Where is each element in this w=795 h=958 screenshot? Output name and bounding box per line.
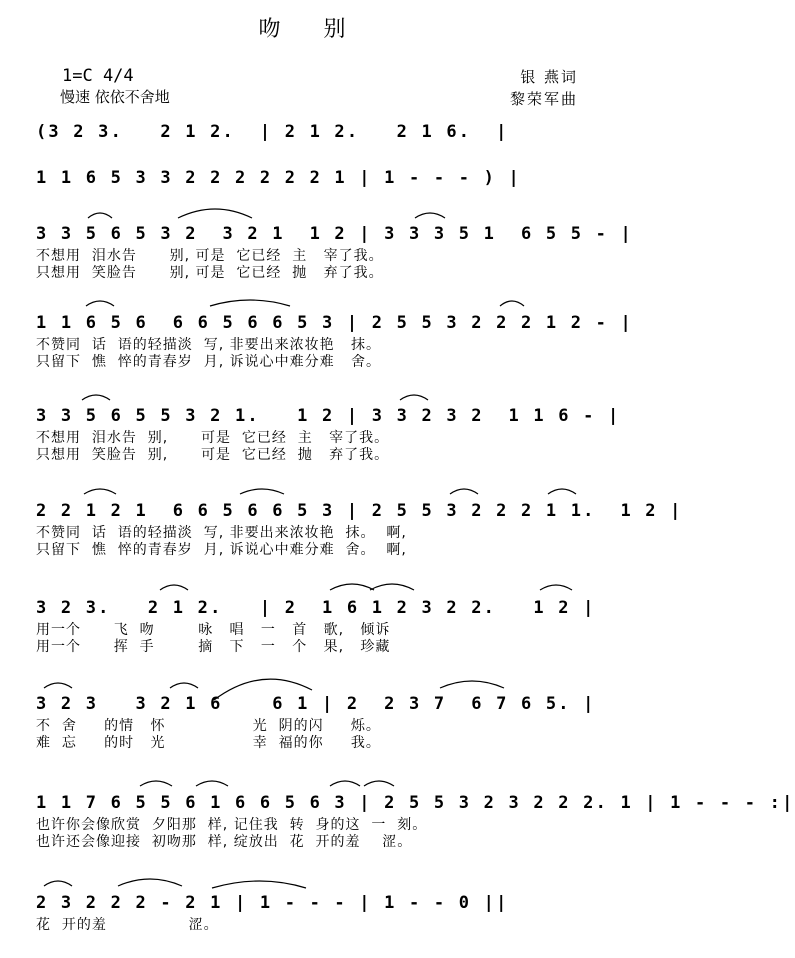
lyricist-credit: 银 燕词 bbox=[520, 68, 578, 86]
slur-arc bbox=[170, 683, 198, 688]
slur-arc bbox=[212, 881, 306, 888]
score-row-9 bbox=[36, 789, 795, 851]
lyric-verse-1: 不赞同 话 语的轻描淡 写, 非要出来浓妆艳 抹。 bbox=[36, 337, 381, 353]
lyric-verse-1: 不想用 泪水告 别, 可是 它已经 主 宰了我。 bbox=[36, 248, 384, 264]
lyric-verse-2: 难 忘 的时 光 幸 福的你 我。 bbox=[36, 735, 381, 751]
slur-arc bbox=[86, 301, 114, 306]
lyric-verse-1: 不想用 泪水告 别, 可是 它已经 主 宰了我。 bbox=[36, 430, 390, 446]
lyric-verse-1: 不 舍 的情 怀 光 阴的闪 烁。 bbox=[36, 718, 381, 734]
slur-arc bbox=[44, 683, 72, 688]
slur-arc bbox=[540, 585, 572, 590]
lyric-verse-1: 也许你会像欣赏 夕阳那 样, 记住我 转 身的这 一 刻。 bbox=[36, 817, 428, 833]
slur-arc bbox=[415, 213, 445, 218]
lyric-verse-1: 用一个 飞 吻 咏 唱 一 首 歌, 倾诉 bbox=[36, 622, 391, 638]
notation-line: 2 2 1 2 1 6 6 5 6 6 5 3 | 2 5 5 3 2 2 2 1 1. 1 2 | bbox=[36, 501, 683, 521]
slur-arc bbox=[140, 781, 172, 786]
slur-arc bbox=[210, 300, 290, 306]
score-row-6 bbox=[36, 497, 683, 559]
slur-arc bbox=[44, 881, 72, 886]
lyric-verse-2: 用一个 挥 手 摘 下 一 个 果, 珍藏 bbox=[36, 639, 391, 655]
tempo-marking: 慢速 依依不舍地 bbox=[60, 88, 170, 106]
slur-arc bbox=[160, 585, 188, 590]
slur-arc bbox=[84, 489, 116, 494]
notation-line: (3 2 3. 2 1 2. | 2 1 2. 2 1 6. | bbox=[36, 122, 509, 142]
score-row-1 bbox=[36, 118, 596, 146]
lyric-verse-1: 不赞同 话 语的轻描淡 写, 非要出来浓妆艳 抹。 啊, bbox=[36, 525, 407, 541]
slur-arc bbox=[370, 584, 414, 590]
slur-arc bbox=[240, 489, 284, 494]
slur-arc bbox=[330, 781, 360, 786]
composer-credit: 黎荣军曲 bbox=[509, 90, 578, 108]
slur-arc bbox=[400, 395, 428, 400]
lyric-verse-2: 也许还会像迎接 初吻那 样, 绽放出 花 开的羞 涩。 bbox=[36, 834, 413, 850]
notation-line: 3 2 3. 2 1 2. | 2 1 6 1 2 3 2 2. 1 2 | bbox=[36, 598, 596, 618]
lyric-verse-2: 只留下 憔 悴的青春岁 月, 诉说心中难分难 舍。 bbox=[36, 354, 381, 370]
slur-arc bbox=[118, 879, 182, 886]
notation-line: 3 3 5 6 5 3 2 3 2 1 1 2 | 3 3 3 5 1 6 5 5 - | bbox=[36, 224, 633, 244]
lyric-verse-2: 只想用 笑脸告 别, 可是 它已经 抛 弃了我。 bbox=[36, 265, 384, 281]
slur-arc bbox=[548, 489, 576, 494]
score-row-4 bbox=[36, 309, 633, 371]
notation-line: 3 3 5 6 5 5 3 2 1. 1 2 | 3 3 2 3 2 1 1 6 - | bbox=[36, 406, 621, 426]
slur-arc bbox=[500, 301, 524, 306]
slur-arc bbox=[330, 584, 374, 590]
slur-arc bbox=[88, 213, 112, 218]
score-row-8 bbox=[36, 690, 596, 752]
key-time-signature: 1=C 4/4 bbox=[62, 66, 134, 86]
slur-arc bbox=[450, 489, 478, 494]
score-row-2 bbox=[36, 164, 596, 192]
lyric-verse-1: 花 开的羞 涩。 bbox=[36, 917, 219, 933]
score-row-7 bbox=[36, 594, 596, 656]
lyric-verse-2: 只留下 憔 悴的青春岁 月, 诉说心中难分难 舍。 啊, bbox=[36, 542, 407, 558]
notation-line: 1 1 6 5 6 6 6 5 6 6 5 3 | 2 5 5 3 2 2 2 1 2 - | bbox=[36, 313, 633, 333]
notation-line: 2 3 2 2 2 - 2 1 | 1 - - - | 1 - - 0 || bbox=[36, 893, 509, 913]
score-row-5 bbox=[36, 402, 621, 464]
lyric-verse-2: 只想用 笑脸告 别, 可是 它已经 抛 弃了我。 bbox=[36, 447, 390, 463]
slur-arc bbox=[82, 395, 110, 400]
notation-line: 1 1 6 5 3 3 2 2 2 2 2 2 1 | 1 - - - ) | bbox=[36, 168, 521, 188]
slur-arc bbox=[196, 781, 228, 786]
slur-arc bbox=[440, 681, 504, 688]
slur-arc bbox=[178, 209, 252, 218]
notation-line: 1 1 7 6 5 5 6 1 6 6 5 6 3 | 2 5 5 3 2 3 2 2 2. 1 | 1 - - - :| bbox=[36, 793, 795, 813]
score-row-3 bbox=[36, 220, 633, 282]
song-title: 吻 别 bbox=[258, 17, 364, 42]
score-row-10 bbox=[36, 889, 596, 934]
notation-line: 3 2 3 3 2 1 6 6 1 | 2 2 3 7 6 7 6 5. | bbox=[36, 694, 596, 714]
slur-arc bbox=[364, 781, 394, 786]
